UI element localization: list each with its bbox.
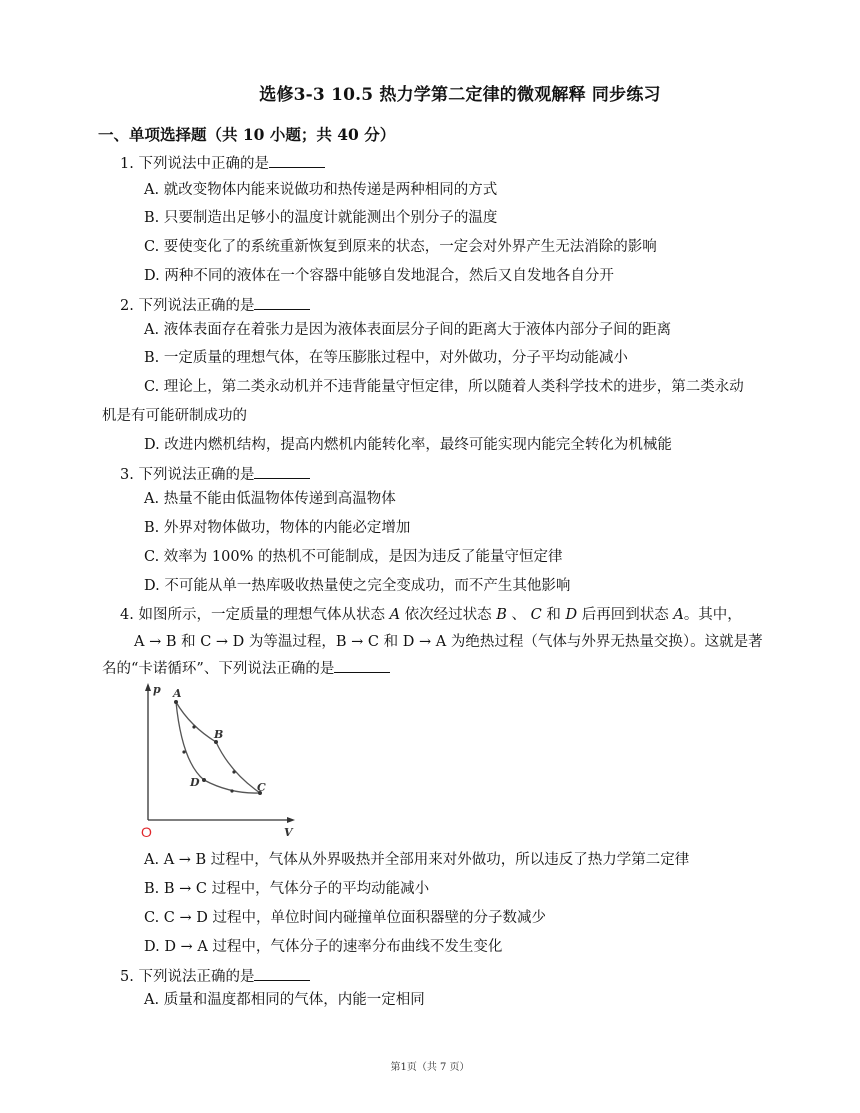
q1-option-b: B. 只要制造出足够小的温度计就能测出个别分子的温度: [144, 210, 498, 226]
point-d: [202, 778, 206, 782]
q1-option-a: A. 就改变物体内能来说做功和热传递是两种相同的方式: [144, 182, 498, 198]
q2-option-c-cont: 机是有可能研制成功的: [102, 408, 247, 424]
mid-point-dc: [230, 789, 233, 792]
q4-option-a: A. A → B 过程中，气体从外界吸热并全部用来对外做功，所以违反了热力学第二定律: [144, 852, 690, 868]
q3-option-a: A. 热量不能由低温物体传递到高温物体: [144, 491, 396, 507]
q1-option-d: D. 两种不同的液体在一个容器中能够自发地混合，然后又自发地各自分开: [144, 268, 614, 284]
q2-option-c: C. 理论上，第二类永动机并不违背能量守恒定律，所以随着人类科学技术的进步，第二类永动: [144, 379, 744, 395]
label-a: A: [173, 687, 182, 700]
q4-option-b: B. B → C 过程中，气体分子的平均动能减小: [144, 881, 430, 897]
answer-blank: [254, 966, 310, 981]
curve-b-c: [216, 742, 260, 793]
question-1-stem: 1. 下列说法中正确的是: [120, 153, 325, 174]
q4-option-c: C. C → D 过程中，单位时间内碰撞单位面积器壁的分子数减少: [144, 910, 546, 926]
mid-point-ad: [182, 750, 185, 753]
carnot-cycle-pv-diagram: [138, 680, 303, 840]
answer-blank: [254, 295, 310, 310]
q1-option-c: C. 要使变化了的系统重新恢复到原来的状态，一定会对外界产生无法消除的影响: [144, 239, 657, 255]
mid-point-bc: [232, 770, 235, 773]
answer-blank: [254, 464, 310, 479]
q3-option-d: D. 不可能从单一热库吸收热量使之完全变成功，而不产生其他影响: [144, 578, 571, 594]
q3-option-b: B. 外界对物体做功，物体的内能必定增加: [144, 520, 411, 536]
label-b: B: [214, 728, 224, 741]
answer-blank: [334, 658, 390, 673]
page-title: 选修3-3 10.5 热力学第二定律的微观解释 同步练习: [259, 85, 661, 105]
v-axis-arrow: [287, 817, 295, 823]
q3-option-c: C. 效率为 100% 的热机不可能制成，是因为违反了能量守恒定律: [144, 549, 563, 565]
label-c: C: [257, 781, 266, 794]
question-5-stem: 5. 下列说法正确的是: [120, 966, 310, 987]
origin-label: O: [141, 824, 152, 840]
q2-option-d: D. 改进内燃机结构，提高内燃机内能转化率，最终可能实现内能完全转化为机械能: [144, 437, 672, 453]
q5-option-a: A. 质量和温度都相同的气体，内能一定相同: [144, 992, 425, 1008]
mid-point-ab: [192, 725, 195, 728]
label-d: D: [190, 776, 200, 789]
p-axis-arrow: [145, 683, 151, 691]
v-axis-label: V: [284, 826, 293, 839]
question-2-stem: 2. 下列说法正确的是: [120, 295, 310, 316]
p-axis-label: p: [153, 683, 161, 696]
q4-option-d: D. D → A 过程中，气体分子的速率分布曲线不发生变化: [144, 939, 503, 955]
question-3-stem: 3. 下列说法正确的是: [120, 464, 310, 485]
point-a: [174, 700, 178, 704]
question-4-stem-line1: 4. 如图所示，一定质量的理想气体从状态 A 依次经过状态 B 、 C 和 D 后再回到状态 A。其中，: [120, 607, 742, 623]
section-heading: 一、单项选择题（共 10 小题；共 40 分）: [98, 125, 396, 144]
curve-a-d: [176, 702, 204, 780]
question-4-stem-line2: A → B 和 C → D 为等温过程，B → C 和 D → A 为绝热过程（气体与外界无热量交换）。这就是著: [134, 634, 763, 650]
q2-option-b: B. 一定质量的理想气体，在等压膨胀过程中，对外做功，分子平均动能减小: [144, 350, 628, 366]
question-4-stem-line3: 名的“卡诺循环”、下列说法正确的是: [102, 658, 390, 679]
q2-option-a: A. 液体表面存在着张力是因为液体表面层分子间的距离大于液体内部分子间的距离: [144, 322, 672, 338]
answer-blank: [269, 153, 325, 168]
page-footer: 第1页（共 7 页）: [390, 1062, 470, 1073]
